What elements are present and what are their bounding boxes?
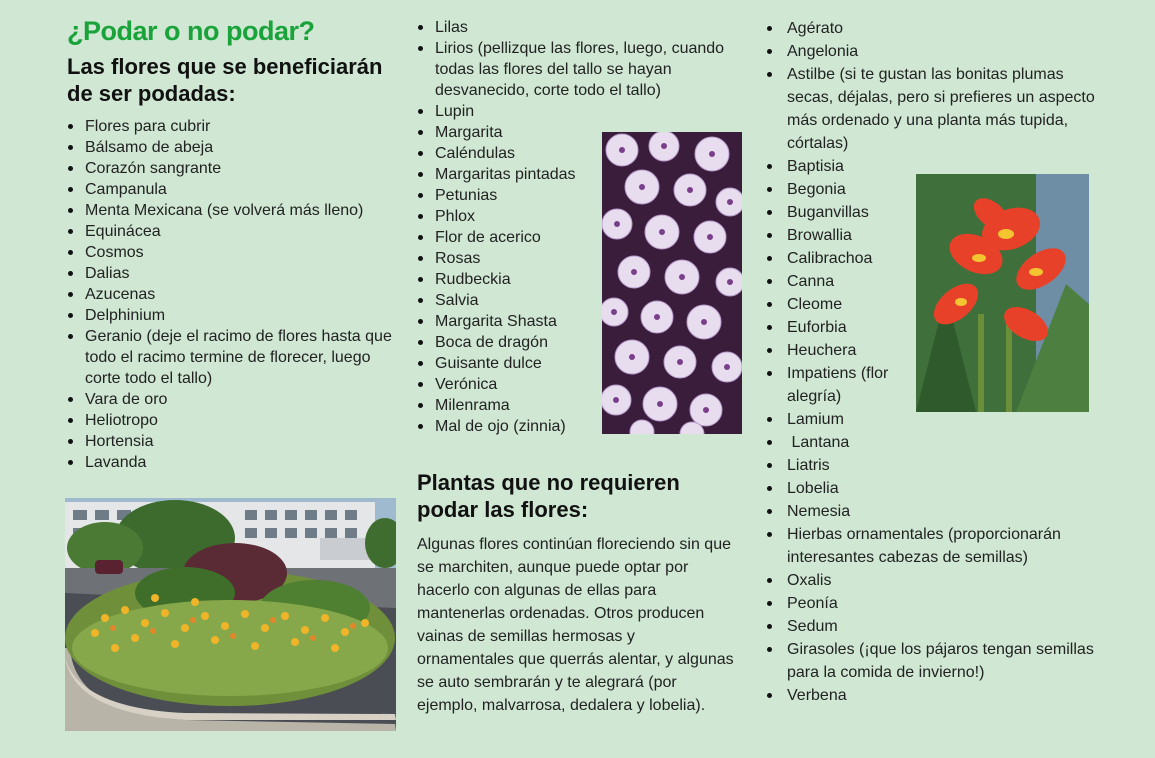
list-item: Petunias <box>417 185 737 206</box>
list-item: Heliotropo <box>67 410 407 431</box>
list-item: Flor de acerico <box>417 227 737 248</box>
list-item: Lirios (pellizque las flores, luego, cuando todas las flores del tallo se hayan desvanecido, corte todo el tallo) <box>417 38 737 101</box>
canna-lily-photo <box>916 174 1089 412</box>
list-item: Geranio (deje el racimo de flores hasta que todo el racimo termine de florecer, luego corte todo el tallo) <box>67 326 405 389</box>
list-item: Liatris <box>766 454 1096 477</box>
list-item: Bálsamo de abeja <box>67 137 407 158</box>
list-item: Impatiens (flor alegría) <box>766 362 907 408</box>
petunia-photo <box>602 132 742 434</box>
list-item: Angelonia <box>766 40 1096 63</box>
list-item: Oxalis <box>766 569 1096 592</box>
list-item: Lantana <box>766 431 1096 454</box>
list-item: Campanula <box>67 179 407 200</box>
list-item: Baptisia <box>766 155 1096 178</box>
list-item: Astilbe (si te gustan las bonitas plumas secas, déjalas, pero si prefieres un aspecto más ordenado y una planta más tupida, córtalas) <box>766 63 1096 155</box>
list-item: Vara de oro <box>67 389 407 410</box>
no-prune-intro: Algunas flores continúan floreciendo sin que se marchiten, aunque puede optar por hacerlo con algunas de ellas para mantenerlas ordenadas. Otros producen vainas de semillas hermosas y ornamentales que querrás alentar, y algunas se auto sembrarán y te alegrará (por ejemplo, malvarrosa, dedalera y lobelia). <box>417 536 734 714</box>
list-item: Lilas <box>417 17 737 38</box>
list-item: Margaritas pintadas <box>417 164 737 185</box>
list-item: Dalias <box>67 263 407 284</box>
list-item: Equinácea <box>67 221 407 242</box>
list-item: Euforbia <box>766 316 1096 339</box>
list-item: Lobelia <box>766 477 1096 500</box>
section-heading-no-prune: Plantas que no requieren podar las flores: <box>417 470 680 522</box>
benefit-list <box>67 116 407 473</box>
column-1 <box>67 0 407 473</box>
list-item: Cleome <box>766 293 1096 316</box>
list-item: Caléndulas <box>417 143 737 164</box>
list-item: Agérato <box>766 17 1096 40</box>
list-item: Hortensia <box>67 431 407 452</box>
list-item: Lupin <box>417 101 737 122</box>
list-item: Calibrachoa <box>766 247 1096 270</box>
list-item: Hierbas ornamentales (proporcionarán interesantes cabezas de semillas) <box>766 523 1096 569</box>
list-item: Nemesia <box>766 500 1096 523</box>
list-item: Boca de dragón <box>417 332 737 353</box>
list-item: Verbena <box>766 684 1096 707</box>
list-item: Mal de ojo (zinnia) <box>417 416 737 437</box>
list-item: Menta Mexicana (se volverá más lleno) <box>67 200 407 221</box>
list-item: Rosas <box>417 248 737 269</box>
page-title: ¿Podar o no podar? <box>67 16 315 46</box>
list-item: Buganvillas <box>766 201 1096 224</box>
list-item: Canna <box>766 270 1096 293</box>
list-item: Begonia <box>766 178 1096 201</box>
list-item: Cosmos <box>67 242 407 263</box>
list-item: Margarita <box>417 122 737 143</box>
list-item: Sedum <box>766 615 1096 638</box>
list-item: Browallia <box>766 224 1096 247</box>
list-item: Peonía <box>766 592 1096 615</box>
list-item: Margarita Shasta <box>417 311 737 332</box>
list-item: Girasoles (¡que los pájaros tengan semillas para la comida de invierno!) <box>766 638 1096 684</box>
garden-bed-photo <box>65 498 396 731</box>
list-item: Verónica <box>417 374 737 395</box>
list-item: Heuchera <box>766 339 1096 362</box>
list-item: Milenrama <box>417 395 737 416</box>
list-item: Azucenas <box>67 284 407 305</box>
list-item: Delphinium <box>67 305 407 326</box>
list-item: Rudbeckia <box>417 269 737 290</box>
list-item: Salvia <box>417 290 737 311</box>
section-heading-benefit: Las flores que se beneficiarán de ser podadas: <box>67 54 383 106</box>
list-item: Lamium <box>766 408 1096 431</box>
list-item: Guisante dulce <box>417 353 737 374</box>
list-item: Phlox <box>417 206 737 227</box>
list-item: Flores para cubrir <box>67 116 407 137</box>
list-item: Corazón sangrante <box>67 158 407 179</box>
list-item: Lavanda <box>67 452 407 473</box>
